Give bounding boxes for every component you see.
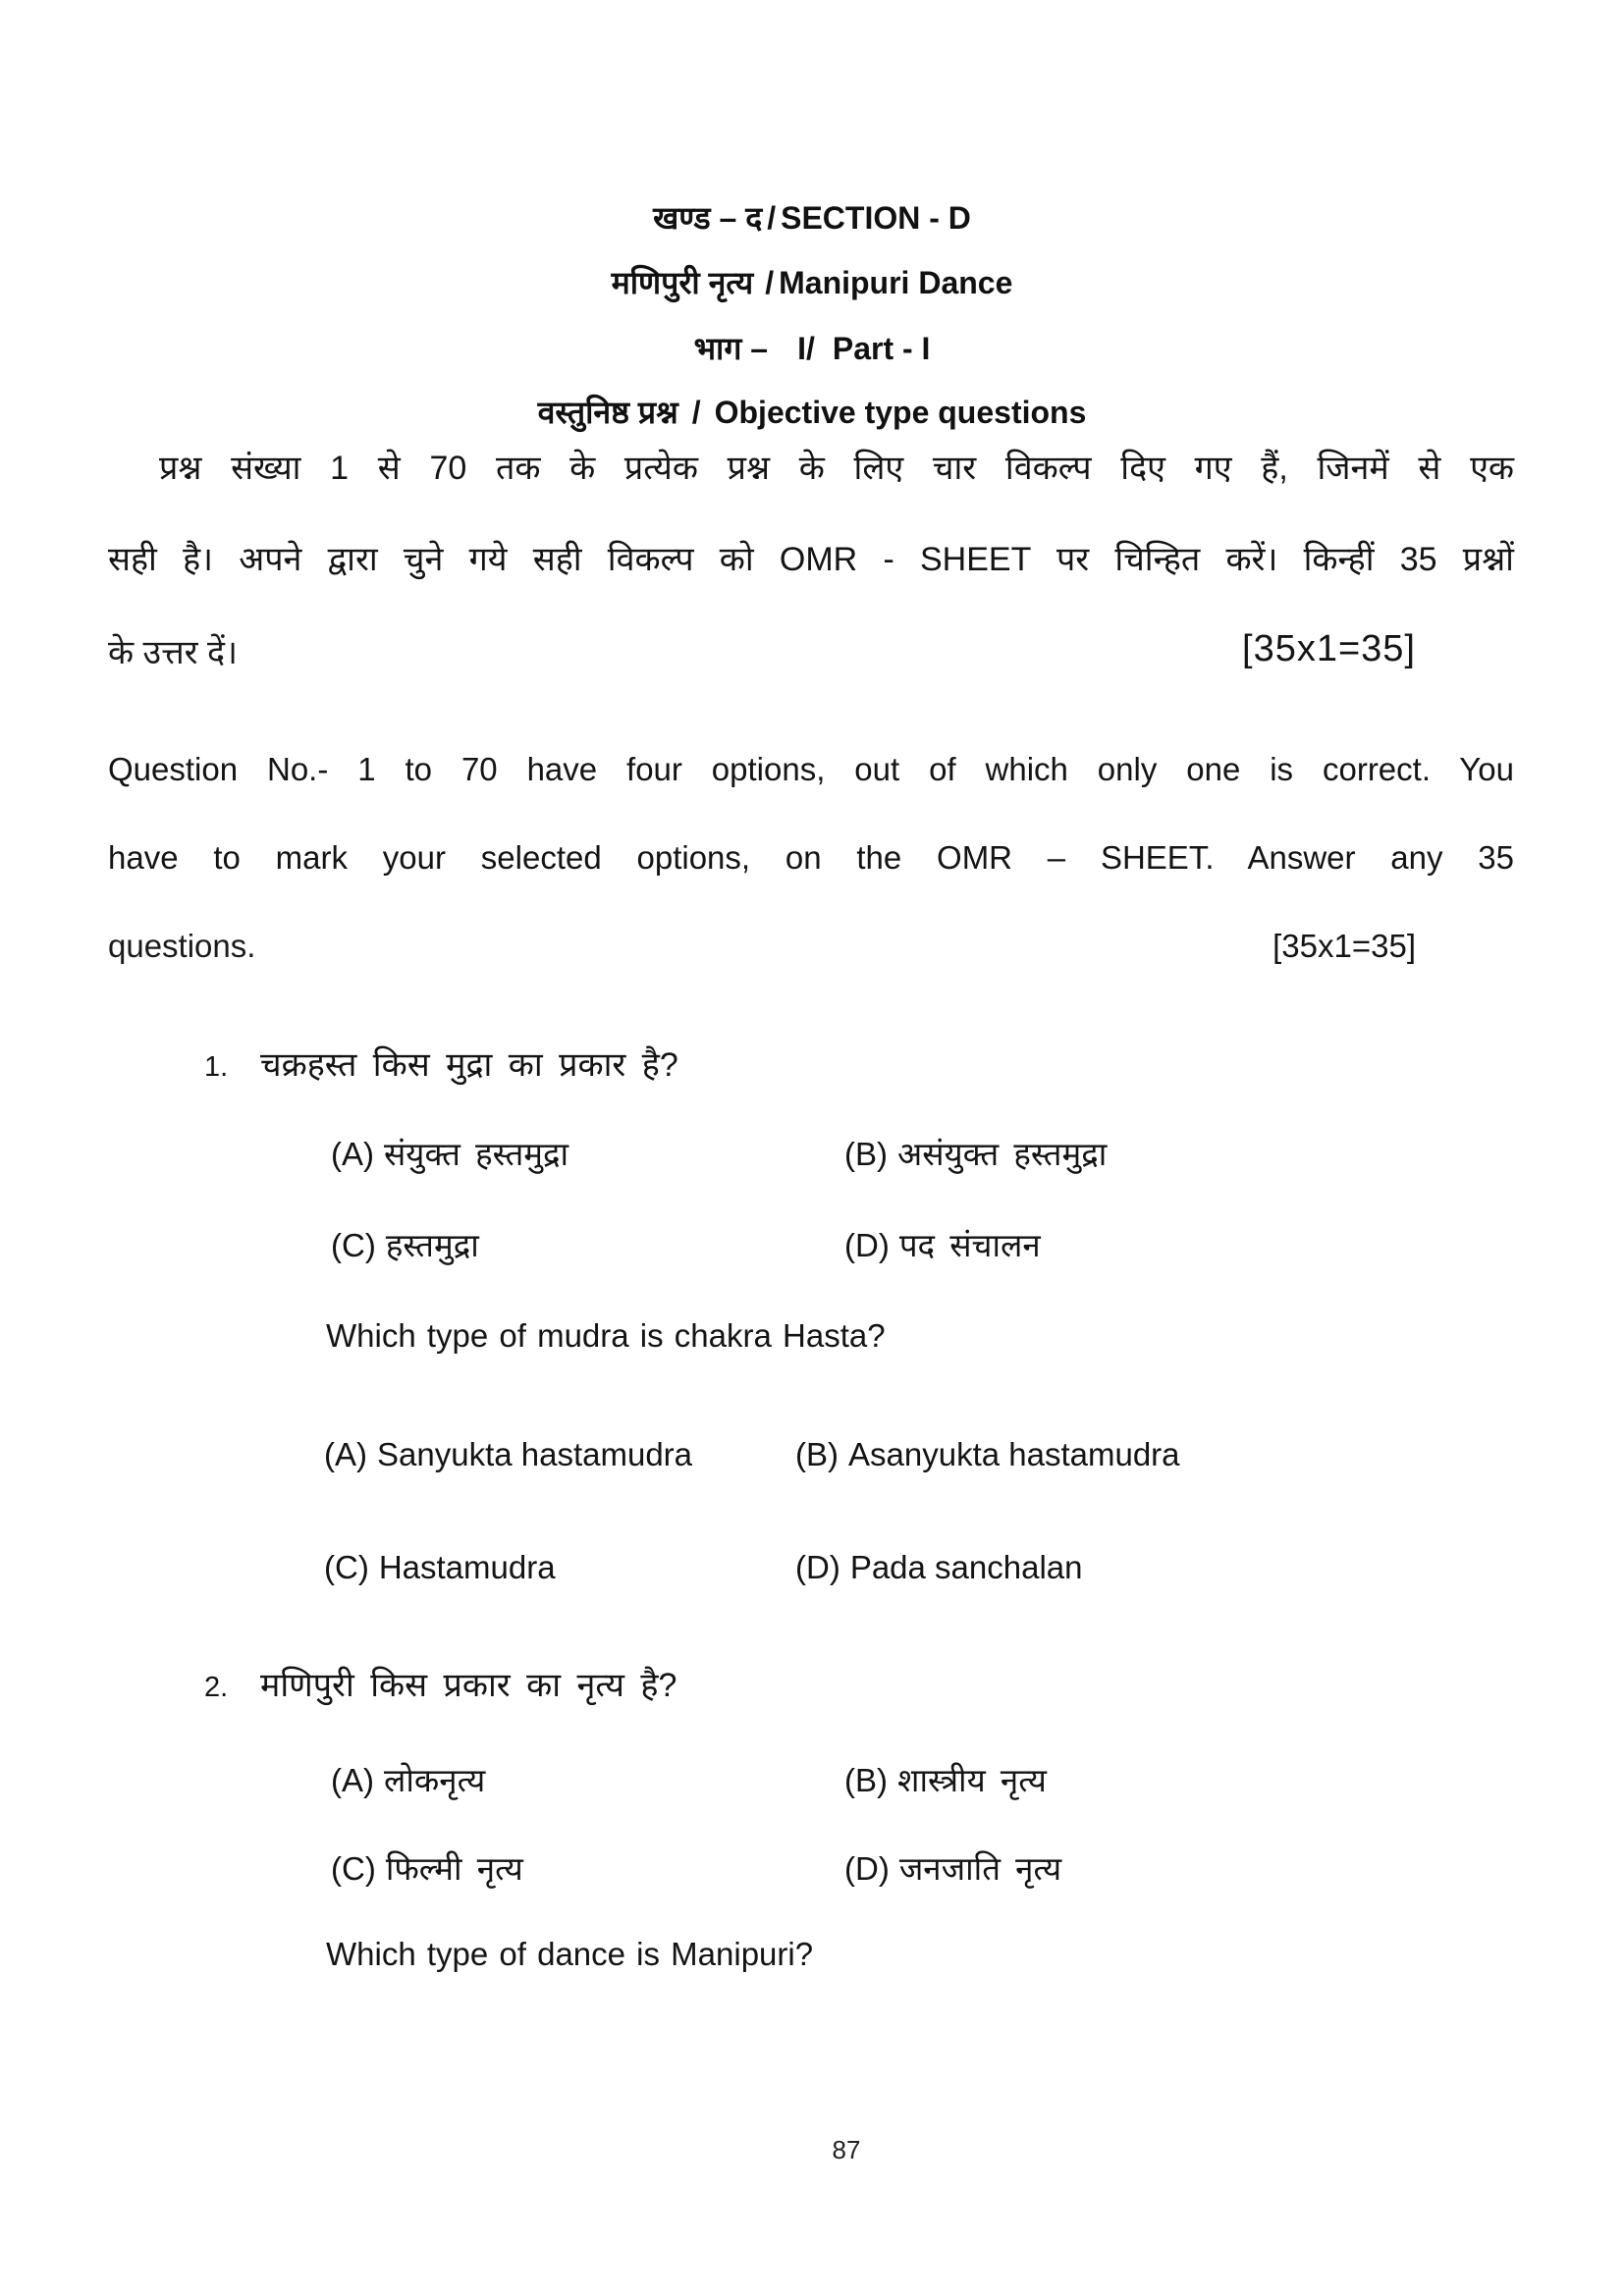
option-a-hindi — [331, 1131, 844, 1175]
question-2-hindi-text: मणिपुरी किस प्रकार का नृत्य है? — [260, 1667, 677, 1704]
option-d-text: जनजाति नृत्य — [898, 1850, 1062, 1887]
english-instructions-line2: have to mark your selected options, on the OMR – SHEET. Answer any 35 — [108, 839, 1514, 876]
option-c-text: हस्तमुद्रा — [385, 1227, 479, 1263]
option-d-label: (D) — [795, 1549, 840, 1585]
section-heading-separator: / — [767, 200, 777, 236]
question-2-english-text: Which type of dance is Manipuri? — [326, 1936, 814, 1972]
option-a-text: लोकनृत्य — [384, 1762, 486, 1798]
option-c-label: (C) — [331, 1850, 376, 1887]
question-type-heading-english: Objective type questions — [714, 395, 1087, 430]
option-d-label: (D) — [844, 1227, 890, 1263]
page-number: 87 — [832, 2135, 861, 2164]
option-a-english — [324, 1436, 795, 1473]
subject-heading-hindi: मणिपुरी नृत्य — [611, 265, 754, 300]
option-d-hindi — [844, 1845, 1061, 1890]
question-2-number: 2. — [204, 1672, 229, 1703]
question-1-english-options-row-ab — [324, 1436, 1514, 1473]
option-b-hindi — [844, 1757, 1047, 1801]
question-1-hindi — [204, 1041, 1514, 1086]
option-d-label: (D) — [844, 1850, 890, 1887]
subject-heading-english: Manipuri Dance — [779, 265, 1013, 300]
option-a-hindi — [331, 1757, 844, 1801]
option-b-label: (B) — [844, 1762, 888, 1798]
question-1-english-text: Which type of mudra is chakra Hasta? — [326, 1317, 886, 1354]
english-instructions-line1: Question No.- 1 to 70 have four options, out of which only one is correct. You — [108, 751, 1514, 787]
hindi-instructions-line3 — [108, 628, 1514, 673]
section-heading-english: SECTION - D — [781, 200, 971, 236]
part-heading-english: Part - I — [832, 331, 931, 366]
hindi-instructions-line1: प्रश्न संख्या 1 से 70 तक के प्रत्येक प्रश्न के लिए चार विकल्प दिए गए हैं, जिनमें से एक — [159, 450, 1514, 487]
question-type-heading-hindi: वस्तुनिष्ठ प्रश्न — [537, 395, 678, 430]
option-b-hindi — [844, 1131, 1107, 1175]
option-a-text: संयुक्त हस्तमुद्रा — [384, 1136, 569, 1172]
option-b-text: असंयुक्त हस्तमुद्रा — [897, 1136, 1108, 1172]
question-type-heading-separator: / — [691, 395, 701, 430]
option-a-label: (A) — [324, 1436, 367, 1472]
question-2-hindi-options-row-ab — [331, 1757, 1514, 1801]
section-heading — [0, 196, 1624, 239]
option-c-hindi — [331, 1845, 844, 1890]
hindi-instructions-line3-text: के उत्तर दें। — [108, 634, 238, 671]
option-d-text: पद संचालन — [898, 1227, 1041, 1263]
option-c-label: (C) — [331, 1227, 376, 1263]
option-d-english — [795, 1549, 1083, 1586]
option-d-hindi — [844, 1222, 1041, 1266]
question-1-number: 1. — [204, 1051, 229, 1083]
question-2-hindi — [204, 1661, 1514, 1706]
question-type-heading — [0, 391, 1624, 433]
english-instructions-line3-text: questions. — [108, 928, 256, 964]
section-heading-hindi: खण्ड – द — [653, 200, 763, 236]
question-2-hindi-options-row-cd — [331, 1845, 1514, 1890]
option-c-label: (C) — [324, 1549, 369, 1585]
question-1-english-options-row-cd — [324, 1549, 1514, 1586]
subject-heading — [0, 261, 1624, 303]
option-b-label: (B) — [795, 1436, 839, 1472]
option-b-text: शास्त्रीय नृत्य — [897, 1762, 1047, 1798]
option-c-text: फिल्मी नृत्य — [385, 1850, 523, 1887]
question-1-hindi-options-row-cd — [331, 1222, 1514, 1266]
subject-heading-separator: / — [765, 265, 775, 300]
option-b-label: (B) — [844, 1136, 888, 1172]
option-a-text: Sanyukta hastamudra — [377, 1436, 693, 1472]
option-c-english — [324, 1549, 795, 1586]
option-d-text: Pada sanchalan — [849, 1549, 1083, 1585]
part-heading-hindi: भाग – — [693, 331, 769, 366]
option-b-english — [795, 1436, 1180, 1473]
part-heading — [0, 327, 1624, 369]
english-marks-scheme: [35x1=35] — [1272, 928, 1416, 964]
option-c-text: Hastamudra — [378, 1549, 556, 1585]
hindi-marks-scheme: [35x1=35] — [1242, 628, 1416, 669]
option-b-text: Asanyukta hastamudra — [848, 1436, 1180, 1472]
question-1-hindi-options-row-ab — [331, 1131, 1514, 1175]
option-a-label: (A) — [331, 1762, 374, 1798]
english-instructions-line3 — [108, 928, 1514, 965]
option-a-label: (A) — [331, 1136, 374, 1172]
part-heading-numeral: I/ — [797, 331, 815, 366]
hindi-instructions-line2: सही है। अपने द्वारा चुने गये सही विकल्प को OMR - SHEET पर चिन्हित करें। किन्हीं 35 प्रश्नों — [108, 541, 1514, 578]
option-c-hindi — [331, 1222, 844, 1266]
question-1-hindi-text: चक्रहस्त किस मुद्रा का प्रकार है? — [260, 1046, 678, 1084]
